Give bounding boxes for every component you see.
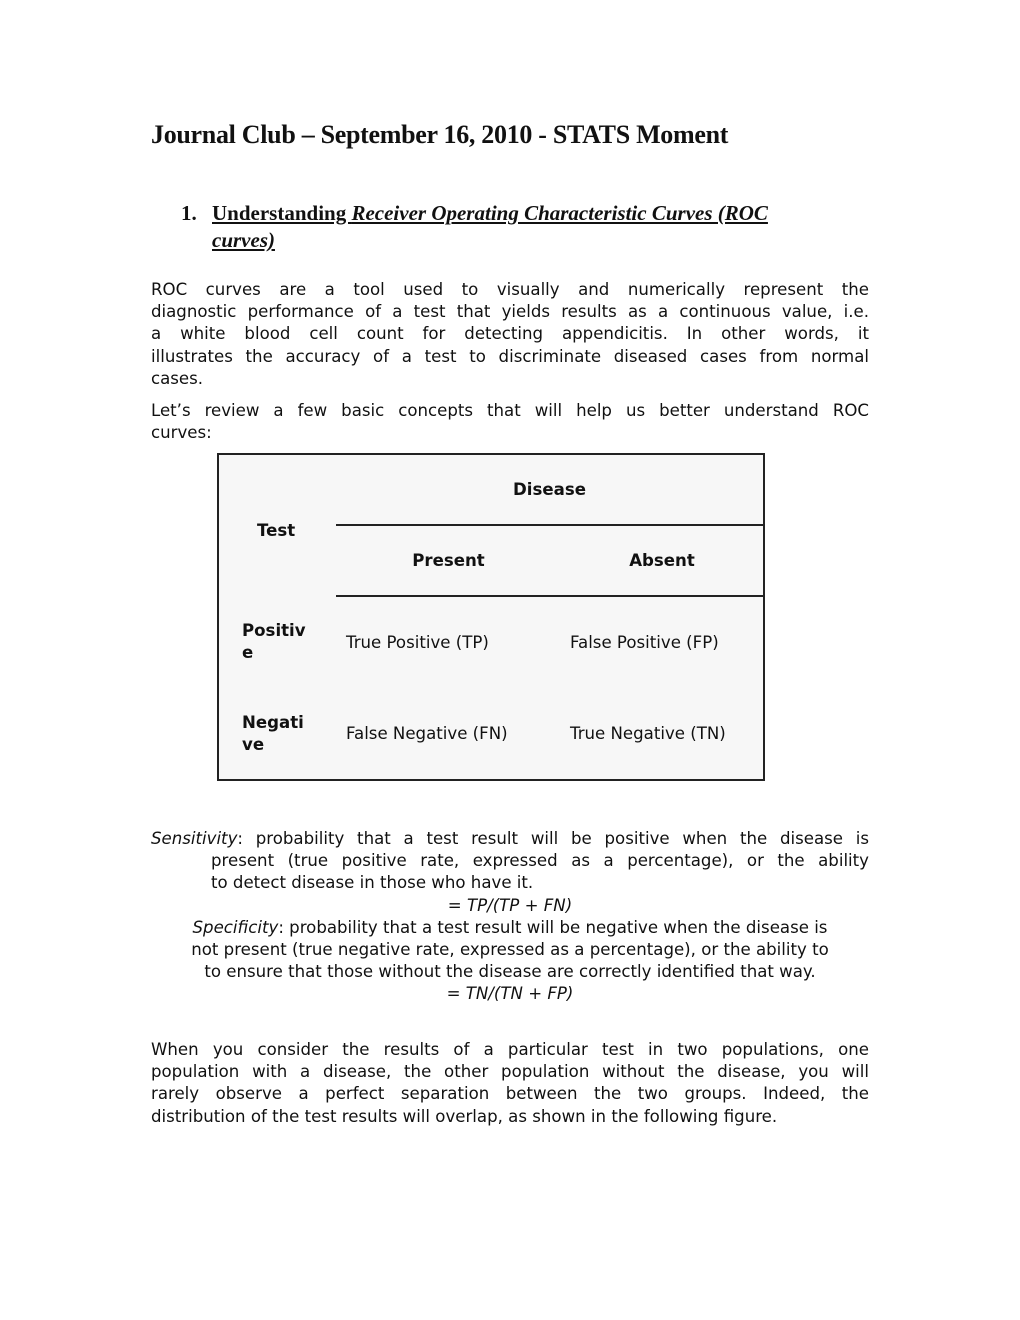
heading-plain: Understanding bbox=[212, 201, 352, 225]
text-line: a white blood cell count for detecting appendicitis. In other words, it bbox=[151, 324, 869, 344]
specificity-term: Specificity bbox=[192, 917, 279, 937]
row-label-cont: ve bbox=[242, 734, 265, 754]
section-heading bbox=[181, 200, 871, 254]
text-line: curves: bbox=[151, 423, 212, 443]
text-line: : probability that a test result will be positive when the disease is bbox=[237, 829, 869, 848]
cell-fp: False Positive (FP) bbox=[570, 633, 719, 652]
closing-paragraph bbox=[151, 1039, 869, 1128]
text-line: ROC curves are a tool used to visually and numerically represent the bbox=[151, 280, 869, 299]
intro-paragraph bbox=[151, 279, 869, 390]
table-row bbox=[218, 688, 764, 780]
text-line: not present (true negative rate, expressed as a percentage), or the ability to bbox=[191, 940, 829, 960]
row-label: Positiv bbox=[242, 621, 306, 640]
text-line: to ensure that those without the disease are correctly identified that way. bbox=[204, 962, 816, 982]
text-line: to detect disease in those who have it. bbox=[211, 873, 534, 893]
cell-fn: False Negative (FN) bbox=[346, 724, 508, 743]
table-row bbox=[218, 596, 764, 688]
sensitivity-term: Sensitivity bbox=[151, 829, 238, 848]
cell-tn: True Negative (TN) bbox=[570, 724, 726, 743]
test-header: Test bbox=[257, 521, 296, 540]
section-number: 1. bbox=[181, 201, 197, 225]
disease-header: Disease bbox=[336, 454, 764, 525]
review-paragraph bbox=[151, 400, 869, 444]
text-line: population with a disease, the other population without the disease, you will bbox=[151, 1062, 869, 1082]
contingency-table bbox=[217, 453, 765, 781]
text-line: : probability that a test result will be negative when the disease is bbox=[278, 917, 828, 937]
text-line: present (true positive rate, expressed as a percentage), or the ability bbox=[211, 851, 869, 871]
text-line: When you consider the results of a particular test in two populations, one bbox=[151, 1040, 869, 1059]
text-line: distribution of the test results will overlap, as shown in the following figure. bbox=[151, 1106, 778, 1126]
present-header: Present bbox=[336, 525, 561, 596]
absent-header: Absent bbox=[561, 525, 764, 596]
heading-italic-cont: curves) bbox=[212, 228, 275, 252]
row-label-cont: e bbox=[242, 643, 254, 662]
cell-tp: True Positive (TP) bbox=[346, 633, 489, 652]
text-line: Let’s review a few basic concepts that will help us better understand ROC bbox=[151, 401, 869, 420]
text-line: rarely observe a perfect separation between the two groups. Indeed, the bbox=[151, 1084, 869, 1104]
heading-italic: Receiver Operating Characteristic Curves (ROC bbox=[351, 201, 768, 225]
text-line: illustrates the accuracy of a test to discriminate diseased cases from normal bbox=[151, 346, 869, 366]
text-line: cases. bbox=[151, 368, 204, 388]
sensitivity-formula: = TP/(TP + FN) bbox=[447, 895, 573, 915]
specificity-formula: = TN/(TN + FP) bbox=[446, 984, 574, 1004]
sensitivity-definition bbox=[151, 828, 869, 1006]
row-label: Negati bbox=[242, 712, 304, 732]
text-line: diagnostic performance of a test that yields results as a continuous value, i.e. bbox=[151, 302, 869, 322]
document-title: Journal Club – September 16, 2010 - STATS Moment bbox=[151, 120, 729, 149]
